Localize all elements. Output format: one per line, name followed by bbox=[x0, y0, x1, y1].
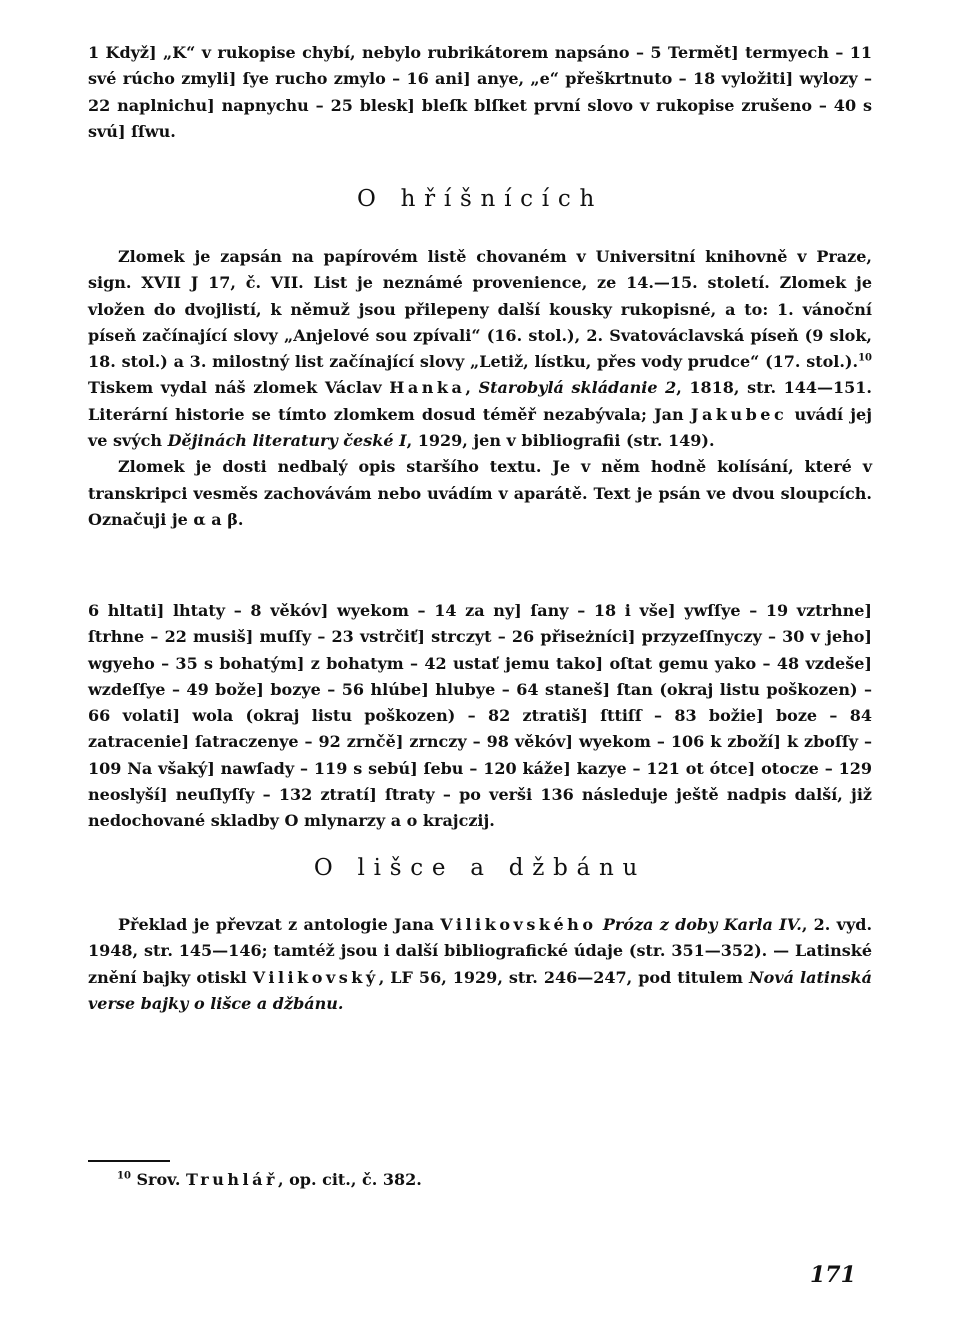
title-proza: Próza z doby Karla IV. bbox=[602, 915, 802, 934]
author-jakubec: Jakubec bbox=[690, 404, 788, 424]
p1c-text: , bbox=[465, 378, 479, 398]
lisce-a: Překlad je převzat z antologie Jana bbox=[118, 915, 441, 934]
paragraph-1 bbox=[88, 244, 872, 454]
footnote-text-a: Srov. bbox=[136, 1170, 186, 1189]
apparatus-hrisnici bbox=[88, 598, 872, 835]
paragraph-lisce bbox=[88, 912, 872, 1017]
footnote-text-b: , op. cit., č. 382. bbox=[277, 1170, 422, 1189]
apparatus-top bbox=[88, 40, 872, 145]
footnote-author: Truhlář bbox=[185, 1170, 278, 1189]
section-title-hrisnici: O hříšnících bbox=[356, 186, 604, 212]
footnote-number: 10 bbox=[117, 1170, 131, 1182]
footnote-rule bbox=[88, 1160, 170, 1162]
title-dejiny: Dějinách literatury české I bbox=[167, 431, 407, 451]
lisce-b: , 2. vyd. 1948, str. 145—146; tamtéž jsou i další bibliografické údaje (str. 351—352). — Latinské znění bajky otiskl bbox=[88, 915, 873, 987]
p1-text: Zlomek je zapsán na papírovém listě chovaném v Universitní knihovně v Praze, sign. XVII J 17, č. VII. List je neznámé provenience, ze 14.—15. století. Zlomek je vložen do dvojlistí, k němuž jsou přilepeny další kousky rukopisné, a to: 1. vánoční píseň začínající slovy „Anjelové sou zpívali“ (16. stol.), 2. Svatováclavská píseň (9 slok, 18. stol.) a 3. milostný list začínající slovy „Letiž, lístku, přes vody prudce“ (17. stol.). bbox=[88, 247, 872, 372]
apparatus-hrisnici-text: 6 hltati] lhtaty – 8 věkóv] wyekom – 14 za ny] ſany – 18 i vše] ywſſye – 19 vztrhne] ſtrhne – 22 musiš] muſſy – 23 vstrčiť] strczyt – 26 přiseżníci] przyzeſſnyczy – 30 v jeho] wgyeho – 35 s bohatým] z bohatym – 42 ustať jemu tako] oſtat gemu yako – 48 vzdeše] wzdeſſye – 49 bože] bozye – 56 hlúbe] hlubye – 64 staneš] ſtan (okraj listu poškozen) – 66 volati] wola (okraj listu poškozen) – 82 ztratiš] ſttiſſ – 83 božie] boze – 84 zatracenie] ſatraczenye – 92 zrnčě] zrnczy – 98 věkóv] wyekom – 106 k zboží] k zboſſy – 109 Na všaký] nawſady – 119 s sebú] ſebu – 120 káže] kazye – 121 ot ótce] otocze – 129 neoslyší] neuſlyſſy – 132 ztratí] ſtraty – po verši 136 následuje ještě nadpis další, již nedochované skladby O mlynarzy a o krajczij. bbox=[88, 601, 872, 831]
p1d-text: , 1818, str. 144—151. Literární historie se tímto zlomkem dosud téměř nezabývala; Jan bbox=[88, 378, 872, 424]
footnote bbox=[117, 1170, 422, 1189]
section-hrisnici-intro bbox=[88, 244, 872, 533]
section-title-lisce: O lišce a džbánu bbox=[313, 855, 647, 881]
title-nova-verse: Nová latinská verse bajky o lišce a džbánu. bbox=[88, 967, 873, 1013]
apparatus-top-text: 1 Když] „K“ v rukopise chybí, nebylo rubrikátorem napsáno – 5 Termět] termyech – 11 své rúcho zmyli] ſye rucho zmylo – 16 ani] anye, „e“ přeškrtnuto – 18 vyložiti] wylozy – 22 naplnichu] napnychu – 25 blesk] bleſk blſket první slovo v rukopise zrušeno – 40 s svú] ſſwu. bbox=[88, 43, 872, 141]
title-starobyla: Starobylá skládanie 2 bbox=[478, 378, 677, 398]
section-lisce-intro bbox=[88, 912, 872, 1017]
author-hanka: Hanka bbox=[389, 378, 466, 398]
author-vilikovsky: Vilikovský bbox=[252, 967, 379, 987]
author-vilikovskeho: Vilikovského bbox=[440, 915, 597, 934]
paragraph-2: Zlomek je dosti nedbalý opis staršího textu. Je v něm hodně kolísání, které v transkripci vesměs zachovávám nebo uvádím v aparátě. Text je psán ve dvou sloupcích. Označuji je α a β. bbox=[88, 457, 872, 529]
p1b-text: Tiskem vydal náš zlomek Václav bbox=[88, 378, 390, 398]
lisce-c: , LF 56, 1929, str. 246—247, pod titulem bbox=[378, 967, 750, 987]
page-number: 171 bbox=[810, 1262, 856, 1288]
p1f-text: , 1929, jen v bibliografii (str. 149). bbox=[406, 431, 715, 451]
footnote-ref: 10 bbox=[858, 352, 872, 364]
p1e-text: uvádí jej ve svých bbox=[88, 404, 872, 451]
